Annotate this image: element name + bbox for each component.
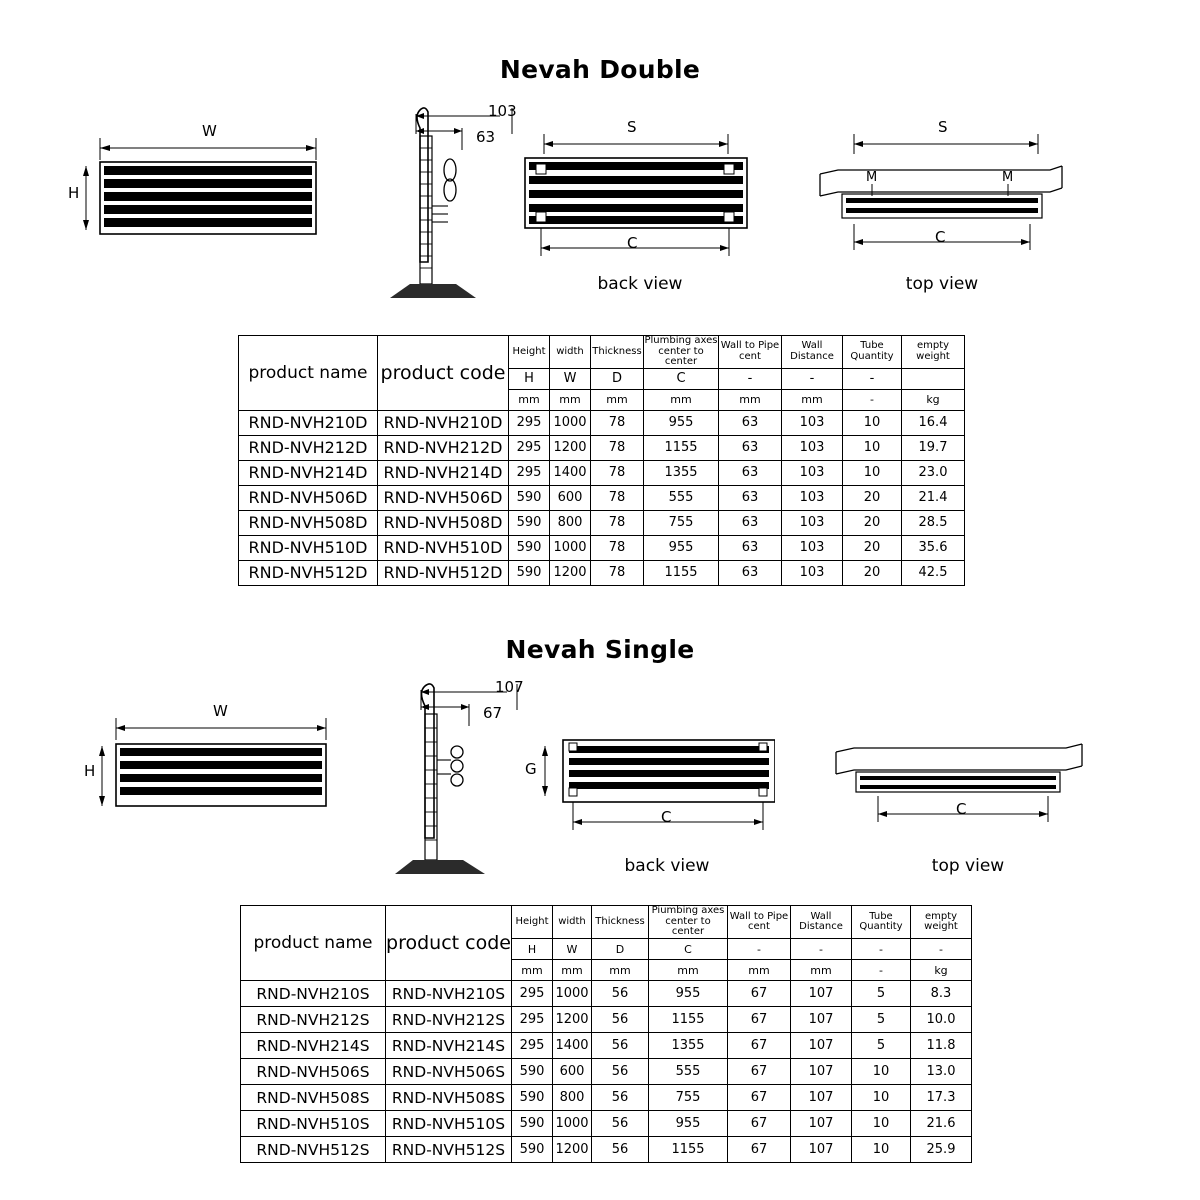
drawings-single [0, 678, 1200, 896]
cell-height: 295 [512, 981, 553, 1007]
front-view-double [68, 122, 340, 256]
cell-height: 590 [512, 1137, 553, 1163]
top-s-label-double: S [938, 118, 948, 136]
top-view-caption-double: top view [905, 274, 979, 294]
th-wall-to-pipe: Wall to Pipe cent [728, 906, 791, 939]
cell-product-name: RND-NVH214D [239, 460, 378, 485]
cell-product-code: RND-NVH506D [378, 485, 509, 510]
cell-plumbing: 1355 [649, 1033, 728, 1059]
table-row [239, 535, 965, 560]
sym-tq: - [852, 939, 911, 960]
cell-wall-distance: 107 [791, 981, 852, 1007]
table-header-row-1 [239, 336, 965, 369]
unit-wp: mm [719, 389, 782, 410]
drawings-double [0, 102, 1200, 316]
cell-product-name: RND-NVH510D [239, 535, 378, 560]
cell-tube-quantity: 5 [852, 1033, 911, 1059]
cell-wall-distance: 103 [782, 560, 843, 585]
th-tube-quantity: Tube Quantity [843, 336, 902, 369]
cell-wall-distance: 107 [791, 1059, 852, 1085]
cell-thickness: 78 [591, 410, 644, 435]
th-height: Height [509, 336, 550, 369]
top-view-caption-single: top view [931, 856, 1005, 876]
sym-wd: - [782, 368, 843, 389]
unit-tq: - [852, 960, 911, 981]
cell-empty-weight: 35.6 [902, 535, 965, 560]
cell-product-name: RND-NVH214S [241, 1033, 386, 1059]
cell-thickness: 78 [591, 535, 644, 560]
cell-empty-weight: 8.3 [911, 981, 972, 1007]
table-row [241, 1085, 972, 1111]
table-row [239, 435, 965, 460]
front-width-label-double: W [202, 122, 217, 140]
cell-height: 295 [509, 460, 550, 485]
table-row [239, 460, 965, 485]
cell-empty-weight: 21.6 [911, 1111, 972, 1137]
spec-table-double [238, 335, 965, 586]
table-row [241, 1033, 972, 1059]
cell-plumbing: 555 [644, 485, 719, 510]
cell-height: 295 [509, 435, 550, 460]
th-empty-weight: empty weight [911, 906, 972, 939]
cell-width: 1200 [553, 1137, 592, 1163]
cell-tube-quantity: 10 [852, 1085, 911, 1111]
cell-wall-distance: 103 [782, 460, 843, 485]
cell-width: 1000 [553, 1111, 592, 1137]
cell-plumbing: 1155 [649, 1007, 728, 1033]
cell-plumbing: 1155 [649, 1137, 728, 1163]
cell-thickness: 56 [592, 1111, 649, 1137]
th-thickness: Thickness [591, 336, 644, 369]
unit-c: mm [649, 960, 728, 981]
spec-table-wrap-single [240, 905, 972, 1163]
sym-c: C [644, 368, 719, 389]
sym-h: H [512, 939, 553, 960]
cell-product-name: RND-NVH512S [241, 1137, 386, 1163]
cell-thickness: 56 [592, 1033, 649, 1059]
cell-empty-weight: 10.0 [911, 1007, 972, 1033]
unit-wp: mm [728, 960, 791, 981]
cell-wall-to-pipe: 63 [719, 410, 782, 435]
cell-width: 1200 [550, 560, 591, 585]
sym-ew [902, 368, 965, 389]
cell-width: 800 [550, 510, 591, 535]
cell-width: 1000 [550, 410, 591, 435]
cell-plumbing: 955 [644, 535, 719, 560]
back-view-single [525, 708, 775, 876]
back-c-label-single: C [661, 808, 672, 826]
th-empty-weight: empty weight [902, 336, 965, 369]
cell-empty-weight: 21.4 [902, 485, 965, 510]
depth-outer-label-double: 103 [488, 102, 517, 120]
cell-product-code: RND-NVH510D [378, 535, 509, 560]
cell-product-name: RND-NVH508S [241, 1085, 386, 1111]
front-view-single [80, 702, 350, 836]
top-view-single [820, 708, 1090, 876]
cell-width: 1400 [553, 1033, 592, 1059]
cell-tube-quantity: 5 [852, 1007, 911, 1033]
th-height: Height [512, 906, 553, 939]
cell-width: 600 [550, 485, 591, 510]
cell-plumbing: 555 [649, 1059, 728, 1085]
th-product-name: product name [241, 906, 386, 981]
table-header-row-1 [241, 906, 972, 939]
cell-width: 1200 [553, 1007, 592, 1033]
cell-wall-to-pipe: 67 [728, 1111, 791, 1137]
unit-ew: kg [911, 960, 972, 981]
cell-wall-distance: 103 [782, 485, 843, 510]
cell-tube-quantity: 20 [843, 510, 902, 535]
cell-product-code: RND-NVH508D [378, 510, 509, 535]
th-wall-distance: Wall Distance [791, 906, 852, 939]
sym-d: D [592, 939, 649, 960]
cell-product-code: RND-NVH210D [378, 410, 509, 435]
table-row [241, 1059, 972, 1085]
top-m-left-label-double: M [866, 170, 878, 185]
cell-product-code: RND-NVH512S [386, 1137, 512, 1163]
cell-wall-to-pipe: 67 [728, 1059, 791, 1085]
cell-height: 295 [509, 410, 550, 435]
cell-height: 590 [512, 1085, 553, 1111]
cell-tube-quantity: 20 [843, 485, 902, 510]
cell-wall-to-pipe: 67 [728, 1085, 791, 1111]
sym-wp: - [728, 939, 791, 960]
cell-wall-to-pipe: 63 [719, 435, 782, 460]
cell-plumbing: 755 [644, 510, 719, 535]
th-wall-to-pipe: Wall to Pipe cent [719, 336, 782, 369]
cell-wall-to-pipe: 67 [728, 981, 791, 1007]
cell-empty-weight: 16.4 [902, 410, 965, 435]
cell-product-code: RND-NVH210S [386, 981, 512, 1007]
cell-tube-quantity: 10 [843, 410, 902, 435]
cell-width: 600 [553, 1059, 592, 1085]
top-m-right-label-double: M [1002, 170, 1014, 185]
cell-product-code: RND-NVH214S [386, 1033, 512, 1059]
cell-product-code: RND-NVH510S [386, 1111, 512, 1137]
cell-wall-to-pipe: 63 [719, 485, 782, 510]
cell-empty-weight: 25.9 [911, 1137, 972, 1163]
cell-height: 295 [512, 1007, 553, 1033]
cell-tube-quantity: 10 [852, 1137, 911, 1163]
th-product-code: product code [386, 906, 512, 981]
cell-wall-to-pipe: 67 [728, 1007, 791, 1033]
cell-wall-distance: 103 [782, 410, 843, 435]
cell-plumbing: 1355 [644, 460, 719, 485]
cell-empty-weight: 28.5 [902, 510, 965, 535]
cell-empty-weight: 11.8 [911, 1033, 972, 1059]
cell-wall-to-pipe: 63 [719, 460, 782, 485]
back-view-caption-double: back view [597, 274, 683, 294]
th-plumbing: Piumbing axes center to center [649, 906, 728, 939]
cell-thickness: 78 [591, 560, 644, 585]
side-view-single [395, 674, 525, 874]
th-width: width [553, 906, 592, 939]
sym-ew: - [911, 939, 972, 960]
cell-wall-to-pipe: 67 [728, 1033, 791, 1059]
cell-empty-weight: 42.5 [902, 560, 965, 585]
cell-thickness: 56 [592, 981, 649, 1007]
cell-thickness: 78 [591, 485, 644, 510]
cell-height: 590 [512, 1111, 553, 1137]
page-title-double: Nevah Double [499, 55, 701, 84]
cell-tube-quantity: 20 [843, 560, 902, 585]
front-width-label-single: W [213, 702, 228, 720]
unit-w: mm [553, 960, 592, 981]
spec-table-single [240, 905, 972, 1163]
sym-w: W [550, 368, 591, 389]
cell-wall-distance: 107 [791, 1033, 852, 1059]
table-row [239, 510, 965, 535]
cell-wall-to-pipe: 63 [719, 510, 782, 535]
unit-w: mm [550, 389, 591, 410]
back-view-caption-single: back view [624, 856, 710, 876]
unit-c: mm [644, 389, 719, 410]
cell-width: 1000 [550, 535, 591, 560]
th-thickness: Thickness [592, 906, 649, 939]
table-row [239, 410, 965, 435]
cell-wall-distance: 107 [791, 1137, 852, 1163]
depth-inner-label-single: 67 [483, 704, 503, 722]
cell-product-name: RND-NVH506D [239, 485, 378, 510]
spec-table-wrap-double [238, 335, 965, 586]
cell-empty-weight: 13.0 [911, 1059, 972, 1085]
cell-wall-to-pipe: 63 [719, 535, 782, 560]
cell-empty-weight: 17.3 [911, 1085, 972, 1111]
table-row [241, 1137, 972, 1163]
cell-wall-to-pipe: 63 [719, 560, 782, 585]
cell-plumbing: 955 [649, 981, 728, 1007]
cell-product-code: RND-NVH512D [378, 560, 509, 585]
cell-product-code: RND-NVH508S [386, 1085, 512, 1111]
table-row [241, 1111, 972, 1137]
cell-wall-to-pipe: 67 [728, 1137, 791, 1163]
front-height-label-double: H [68, 184, 80, 202]
unit-d: mm [591, 389, 644, 410]
cell-width: 1200 [550, 435, 591, 460]
cell-product-code: RND-NVH506S [386, 1059, 512, 1085]
th-width: width [550, 336, 591, 369]
unit-h: mm [509, 389, 550, 410]
cell-product-name: RND-NVH212S [241, 1007, 386, 1033]
cell-plumbing: 955 [644, 410, 719, 435]
cell-plumbing: 1155 [644, 560, 719, 585]
th-tube-quantity: Tube Quantity [852, 906, 911, 939]
unit-h: mm [512, 960, 553, 981]
sym-wp: - [719, 368, 782, 389]
cell-empty-weight: 23.0 [902, 460, 965, 485]
cell-height: 590 [509, 510, 550, 535]
cell-product-name: RND-NVH210S [241, 981, 386, 1007]
cell-product-name: RND-NVH510S [241, 1111, 386, 1137]
cell-height: 590 [509, 485, 550, 510]
cell-wall-distance: 107 [791, 1111, 852, 1137]
sym-wd: - [791, 939, 852, 960]
th-product-code: product code [378, 336, 509, 411]
cell-thickness: 56 [592, 1137, 649, 1163]
th-plumbing: Plumbing axes center to center [644, 335, 718, 367]
cell-thickness: 56 [592, 1085, 649, 1111]
top-view-double [810, 118, 1070, 294]
cell-width: 800 [553, 1085, 592, 1111]
back-view-double [520, 118, 760, 294]
cell-thickness: 78 [591, 435, 644, 460]
cell-thickness: 56 [592, 1059, 649, 1085]
cell-tube-quantity: 10 [843, 460, 902, 485]
th-wall-distance: Wall Distance [782, 336, 843, 369]
side-view-double [390, 98, 520, 298]
unit-wd: mm [791, 960, 852, 981]
sym-h: H [509, 368, 550, 389]
cell-tube-quantity: 10 [852, 1111, 911, 1137]
section-nevah-double [0, 55, 1200, 582]
cell-product-name: RND-NVH210D [239, 410, 378, 435]
top-c-label-single: C [956, 800, 967, 818]
back-c-label-double: C [627, 234, 638, 252]
cell-wall-distance: 103 [782, 535, 843, 560]
cell-wall-distance: 107 [791, 1007, 852, 1033]
top-c-label-double: C [935, 228, 946, 246]
cell-height: 295 [512, 1033, 553, 1059]
cell-width: 1400 [550, 460, 591, 485]
sym-c: C [649, 939, 728, 960]
cell-product-code: RND-NVH212S [386, 1007, 512, 1033]
cell-height: 590 [509, 535, 550, 560]
page-title-single: Nevah Single [505, 635, 695, 664]
depth-inner-label-double: 63 [476, 128, 496, 146]
cell-tube-quantity: 10 [852, 1059, 911, 1085]
cell-tube-quantity: 20 [843, 535, 902, 560]
cell-thickness: 56 [592, 1007, 649, 1033]
cell-tube-quantity: 10 [843, 435, 902, 460]
cell-empty-weight: 19.7 [902, 435, 965, 460]
cell-product-code: RND-NVH212D [378, 435, 509, 460]
cell-height: 590 [509, 560, 550, 585]
cell-wall-distance: 107 [791, 1085, 852, 1111]
back-s-label-double: S [627, 118, 637, 136]
unit-wd: mm [782, 389, 843, 410]
sym-d: D [591, 368, 644, 389]
cell-width: 1000 [553, 981, 592, 1007]
cell-product-name: RND-NVH508D [239, 510, 378, 535]
cell-wall-distance: 103 [782, 510, 843, 535]
cell-plumbing: 755 [649, 1085, 728, 1111]
depth-outer-label-single: 107 [495, 678, 524, 696]
cell-tube-quantity: 5 [852, 981, 911, 1007]
back-g-label-single: G [525, 760, 537, 778]
cell-product-name: RND-NVH212D [239, 435, 378, 460]
cell-product-name: RND-NVH512D [239, 560, 378, 585]
unit-tq: - [843, 389, 902, 410]
unit-d: mm [592, 960, 649, 981]
cell-wall-distance: 103 [782, 435, 843, 460]
table-row [241, 1007, 972, 1033]
table-row [241, 981, 972, 1007]
cell-plumbing: 1155 [644, 435, 719, 460]
cell-product-name: RND-NVH506S [241, 1059, 386, 1085]
unit-ew: kg [902, 389, 965, 410]
front-height-label-single: H [84, 762, 96, 780]
table-row [239, 485, 965, 510]
section-nevah-single [0, 635, 1200, 1159]
cell-product-code: RND-NVH214D [378, 460, 509, 485]
cell-thickness: 78 [591, 460, 644, 485]
cell-height: 590 [512, 1059, 553, 1085]
table-row [239, 560, 965, 585]
th-product-name: product name [239, 336, 378, 411]
sym-tq: - [843, 368, 902, 389]
cell-plumbing: 955 [649, 1111, 728, 1137]
cell-thickness: 78 [591, 510, 644, 535]
sym-w: W [553, 939, 592, 960]
